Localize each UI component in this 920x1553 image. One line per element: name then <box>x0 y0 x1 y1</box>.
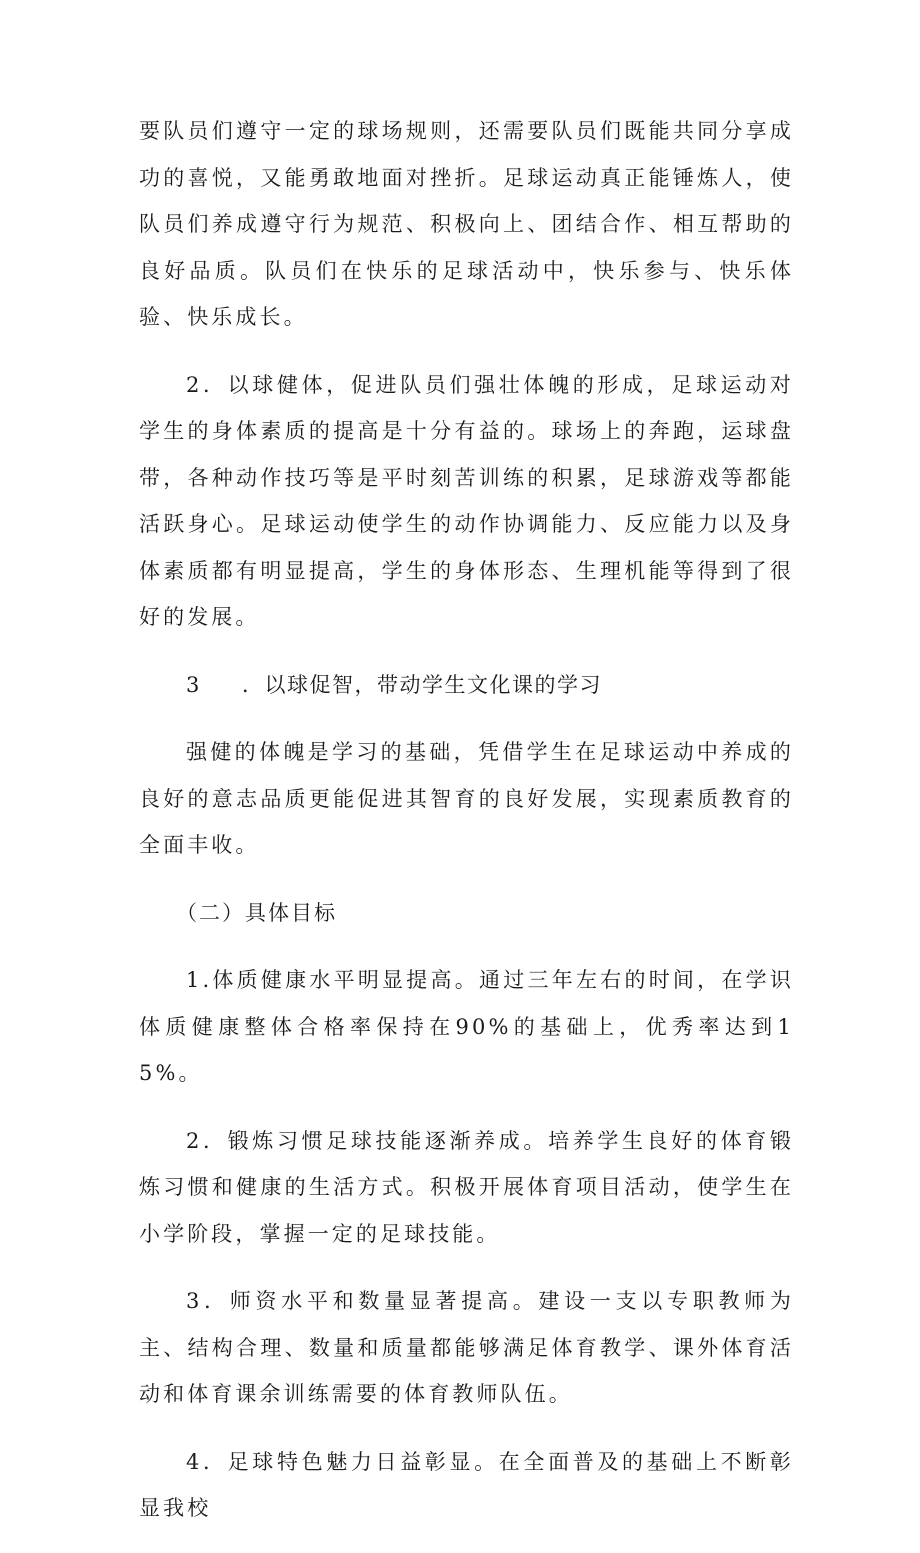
paragraph-fitness: 2．以球健体，促进队员们强壮体魄的形成，足球运动对学生的身体素质的提高是十分有益的。球场上的奔跑，运球盘带，各种动作技巧等是平时刻苦训练的积累，足球游戏等都能活跃身心。足球运动使学生的动作协调能力、反应能力以及身体素质都有明显提高，学生的身体形态、生理机能等得到了很好的发展。 <box>139 372 794 629</box>
goal-item-4: 4．足球特色魅力日益彰显。在全面普及的基础上不断彰显我校 <box>139 1449 794 1520</box>
heading-number: 3 <box>186 672 201 697</box>
paragraph-team-rules: 要队员们遵守一定的球场规则，还需要队员们既能共同分享成功的喜悦，又能勇敢地面对挫折。足球运动真正能锤炼人，使队员们养成遵守行为规范、积极向上、团结合作、相互帮助的良好品质。队员们在快乐的足球活动中，快乐参与、快乐体验、快乐成长。 <box>139 119 794 329</box>
section-heading-specific-goals: （二）具体目标 <box>176 900 337 925</box>
goal-item-3: 3．师资水平和数量显著提高。建设一支以专职教师为主、结构合理、数量和质量都能够满足体育教学、课外体育活动和体育课余训练需要的体育教师队伍。 <box>139 1289 794 1406</box>
goal-item-1: 1.体质健康水平明显提高。通过三年左右的时间，在学识体质健康整体合格率保持在90%的基础上，优秀率达到15%。 <box>139 968 794 1085</box>
document-body <box>139 108 794 1553</box>
heading-intelligence <box>139 662 794 709</box>
paragraph-study-basis: 强健的体魄是学习的基础，凭借学生在足球运动中养成的良好的意志品质更能促进其智育的良好发展，实现素质教育的全面丰收。 <box>139 740 794 857</box>
goal-item-2: 2．锻炼习惯足球技能逐渐养成。培养学生良好的体育锻炼习惯和健康的生活方式。积极开展体育项目活动，使学生在小学阶段，掌握一定的足球技能。 <box>139 1128 794 1246</box>
heading-text: ．以球促智，带动学生文化课的学习 <box>242 672 602 697</box>
